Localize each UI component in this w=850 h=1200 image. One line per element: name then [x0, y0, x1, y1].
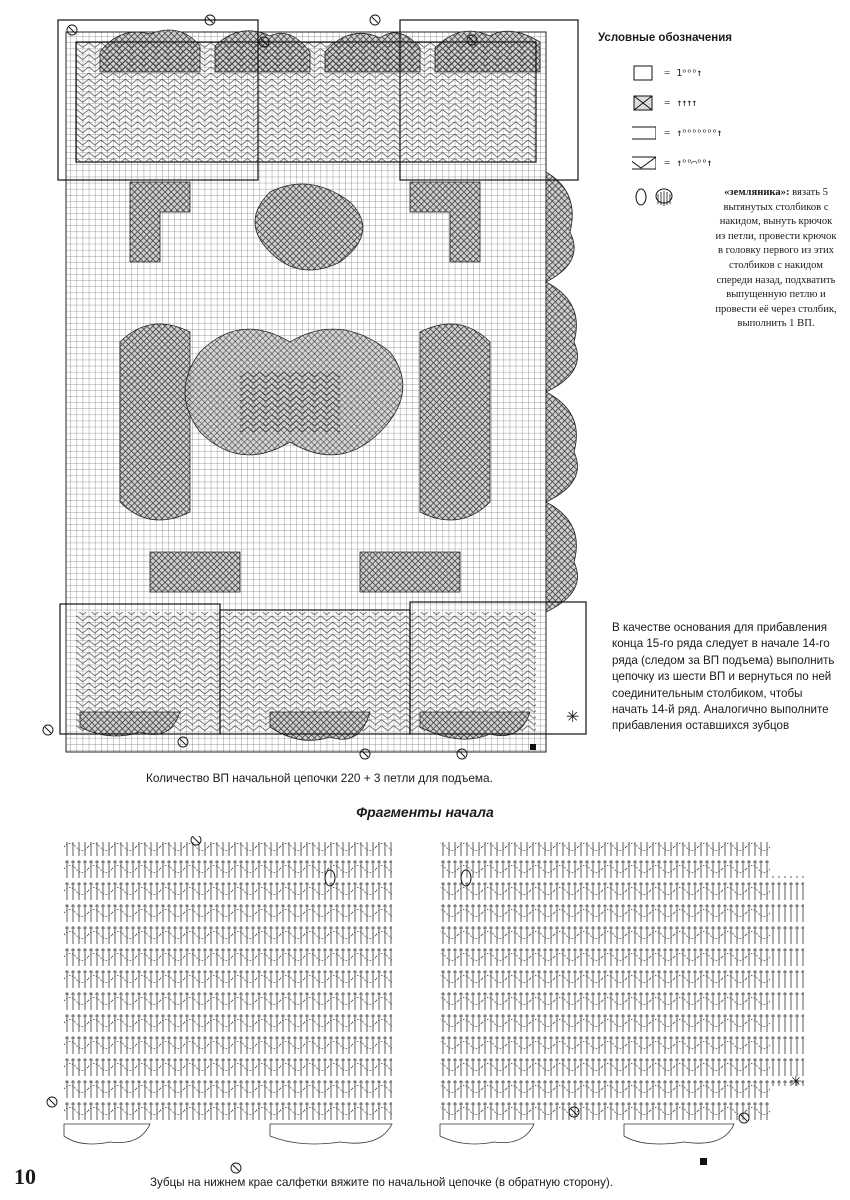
long-rect-icon — [632, 125, 656, 141]
page-number: 10 — [14, 1164, 36, 1189]
bobble-stitch-icon — [654, 186, 674, 208]
square-marker — [530, 744, 536, 750]
legend-stitch-v: ↑ᵒᵒ⌒ᵒᵒ↑ — [676, 157, 712, 169]
zemlyanika-term: «земляника»: — [724, 187, 790, 198]
top-border-band — [76, 42, 536, 162]
side-note: В качестве основания для прибавления конца 15-го ряда следует в начале 14-го ряда (следом за ВП подъема) выполнить цепочку из шести ВП и вернуться по ней соединительным столбиком, чтобы начать 14-й ряд. Аналогично выполните прибавления оставшихся зубцов — [612, 621, 835, 733]
oval-icon — [634, 186, 648, 208]
legend-item-zemlyanika — [598, 186, 838, 332]
fragment-chart-right — [434, 836, 814, 1176]
legend-stitch-open: 1ᵒᵒᵒ↑ — [676, 67, 702, 79]
filet-chart-main — [40, 12, 600, 762]
open-square-icon — [632, 65, 656, 81]
legend-title: Условные обозначения — [598, 32, 733, 44]
center-mesh — [240, 372, 340, 432]
legend-item-open: = 1ᵒᵒᵒ↑ — [598, 58, 838, 88]
legend-stitch-long: ↑ᵒᵒᵒᵒᵒᵒᵒ↑ — [676, 127, 722, 139]
filled-square-icon — [632, 95, 656, 111]
legend-item-v: = ↑ᵒᵒ⌒ᵒᵒ↑ — [598, 148, 838, 178]
chain-caption: Количество ВП начальной цепочки 220 + 3 петли для подъема. — [146, 771, 493, 785]
legend-item-filled: = ↑↑↑↑ — [598, 88, 838, 118]
fragment-chart-left — [40, 836, 402, 1176]
bottom-caption: Зубцы на нижнем крае салфетки вяжите по начальной цепочке (в обратную сторону). — [150, 1176, 613, 1189]
asterisk-marker: ✳ — [566, 707, 580, 726]
scalloped-right-edge — [546, 172, 578, 612]
section-title: Фрагменты начала — [356, 804, 494, 820]
v-mesh-icon — [632, 155, 656, 171]
asterisk-marker-right: ✳ — [790, 1074, 802, 1090]
legend-item-long: = ↑ᵒᵒᵒᵒᵒᵒᵒ↑ — [598, 118, 838, 148]
legend-stitch-filled: ↑↑↑↑ — [676, 97, 697, 109]
legend — [598, 32, 838, 332]
zemlyanika-text: вязать 5 вытянутых столбиков с накидом, вынуть крючок из петли, провести крючок в головку первого из этих столбиков с накидом спереди назад, подхватить выпущенную петлю и провести её через столбик, выполнить 1 ВП. — [715, 187, 837, 330]
square-marker-right — [700, 1158, 707, 1165]
